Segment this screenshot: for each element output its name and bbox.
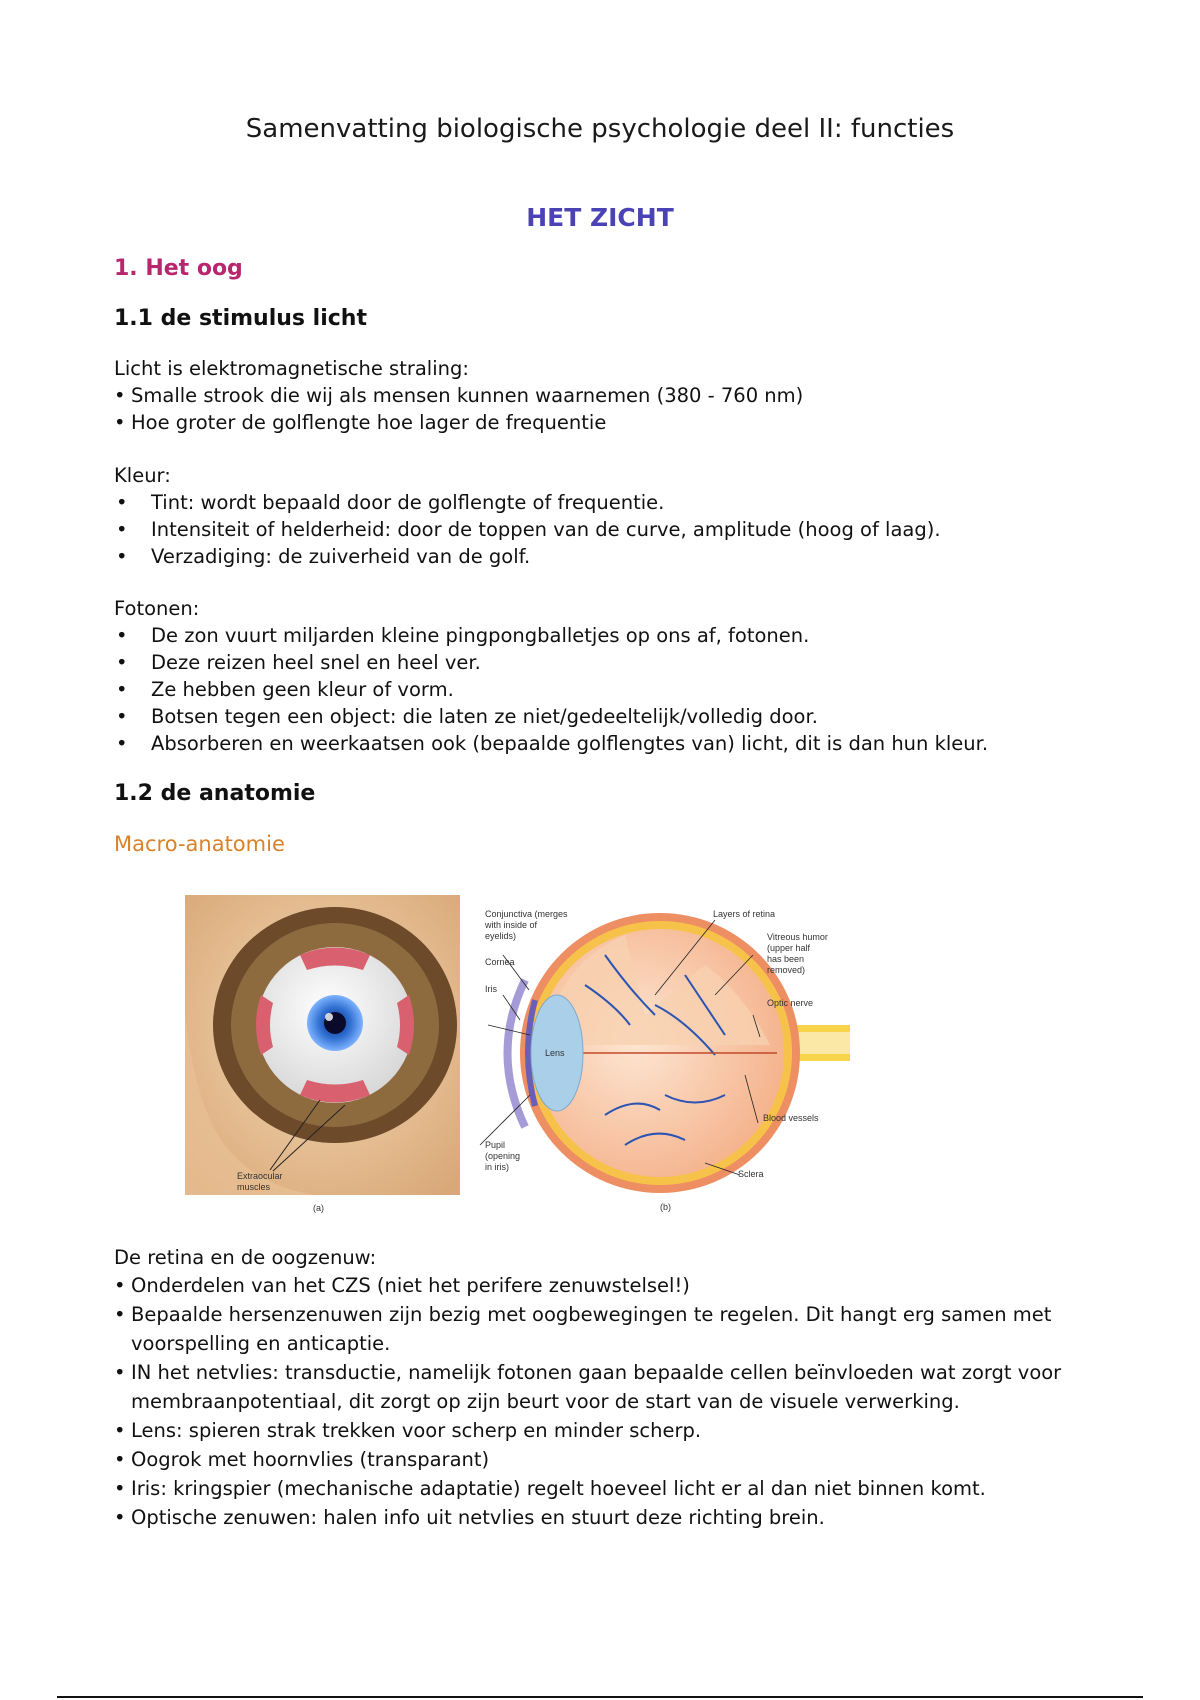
fotonen-label: Fotonen: (114, 597, 200, 620)
bottom-divider (57, 1696, 1143, 1698)
label-cornea: Cornea (485, 957, 515, 967)
eye-anatomy-figure (185, 895, 855, 1215)
label-vitreous-1: Vitreous humor (767, 932, 828, 942)
figure-a-orbit (185, 895, 460, 1213)
label-vitreous-2: (upper half (767, 943, 811, 953)
label-lens: Lens (545, 1048, 565, 1058)
label-pupil-3: in iris) (485, 1162, 509, 1172)
eye-anatomy-illustration (185, 895, 855, 1215)
list-item: • IN het netvlies: transductie, namelijk fotonen gaan bepaalde cellen beïnvloeden wat zorgt voor membraanpotentiaal, dit zorgt op zijn beurt voor de start van de visuele verwerking. (114, 1358, 1094, 1416)
label-pupil-2: (opening (485, 1151, 521, 1161)
list-item: • Onderdelen van het CZS (niet het perifere zenuwstelsel!) (114, 1271, 1094, 1300)
label-muscles: muscles (237, 1182, 271, 1192)
licht-intro-text: Licht is elektromagnetische straling: (114, 357, 469, 380)
kleur-list (114, 489, 941, 570)
label-blood-vessels: Blood vessels (763, 1113, 819, 1123)
licht-intro-list (114, 382, 803, 436)
label-optic-nerve: Optic nerve (767, 998, 814, 1008)
list-item: • Hoe groter de golflengte hoe lager de frequentie (114, 409, 803, 436)
label-conjunctiva-1: Conjunctiva (merges (485, 909, 568, 919)
document-title: Samenvatting biologische psychologie deel II: functies (245, 114, 955, 144)
kleur-label: Kleur: (114, 464, 171, 487)
figure-b-caption: (b) (660, 1202, 671, 1212)
retina-label: De retina en de oogzenuw: (114, 1246, 377, 1269)
label-conjunctiva-3: eyelids) (485, 931, 517, 941)
list-item: • Ze hebben geen kleur of vorm. (114, 676, 988, 703)
retina-list (114, 1271, 1094, 1532)
list-item: • Bepaalde hersenzenuwen zijn bezig met oogbewegingen te regelen. Dit hangt erg samen met voorspelling en anticaptie. (114, 1300, 1094, 1358)
list-item: • Tint: wordt bepaald door de golflengte of frequentie. (114, 489, 941, 516)
label-vitreous-4: removed) (767, 965, 806, 975)
label-iris: Iris (485, 984, 497, 994)
chapter-title: HET ZICHT (526, 203, 674, 232)
fotonen-block (114, 595, 988, 757)
subsection-heading-stimulus-licht: 1.1 de stimulus licht (114, 306, 367, 331)
list-item: • Verzadiging: de zuiverheid van de golf. (114, 543, 941, 570)
fotonen-list (114, 622, 988, 757)
figure-a-caption: (a) (313, 1203, 324, 1213)
retina-block (114, 1244, 1094, 1532)
label-vitreous-3: has been (767, 954, 805, 964)
subsection-heading-macro-anatomie: Macro-anatomie (114, 832, 285, 856)
list-item: • Deze reizen heel snel en heel ver. (114, 649, 988, 676)
list-item: • Smalle strook die wij als mensen kunnen waarnemen (380 - 760 nm) (114, 382, 803, 409)
section-heading-het-oog: 1. Het oog (114, 256, 243, 281)
list-item: • Lens: spieren strak trekken voor scherp en minder scherp. (114, 1416, 1094, 1445)
list-item: • Absorberen en weerkaatsen ook (bepaalde golflengtes van) licht, dit is dan hun kleur. (114, 730, 988, 757)
list-item: • Intensiteit of helderheid: door de toppen van de curve, amplitude (hoog of laag). (114, 516, 941, 543)
list-item: • Optische zenuwen: halen info uit netvlies en stuurt deze richting brein. (114, 1503, 1094, 1532)
list-item: • Oogrok met hoornvlies (transparant) (114, 1445, 1094, 1474)
label-retina-layers: Layers of retina (713, 909, 776, 919)
kleur-block (114, 462, 941, 570)
subsection-heading-anatomie: 1.2 de anatomie (114, 781, 316, 806)
label-conjunctiva-2: with inside of (485, 920, 538, 930)
label-pupil-1: Pupil (485, 1140, 506, 1150)
figure-b-cross-section (480, 909, 850, 1212)
label-sclera: Sclera (738, 1169, 764, 1179)
list-item: • Iris: kringspier (mechanische adaptatie) regelt hoeveel licht er al dan niet binnen komt. (114, 1474, 1094, 1503)
label-extraocular: Extraocular (237, 1171, 283, 1181)
list-item: • De zon vuurt miljarden kleine pingpongballetjes op ons af, fotonen. (114, 622, 988, 649)
list-item: • Botsen tegen een object: die laten ze niet/gedeeltelijk/volledig door. (114, 703, 988, 730)
licht-intro-block (114, 355, 803, 436)
